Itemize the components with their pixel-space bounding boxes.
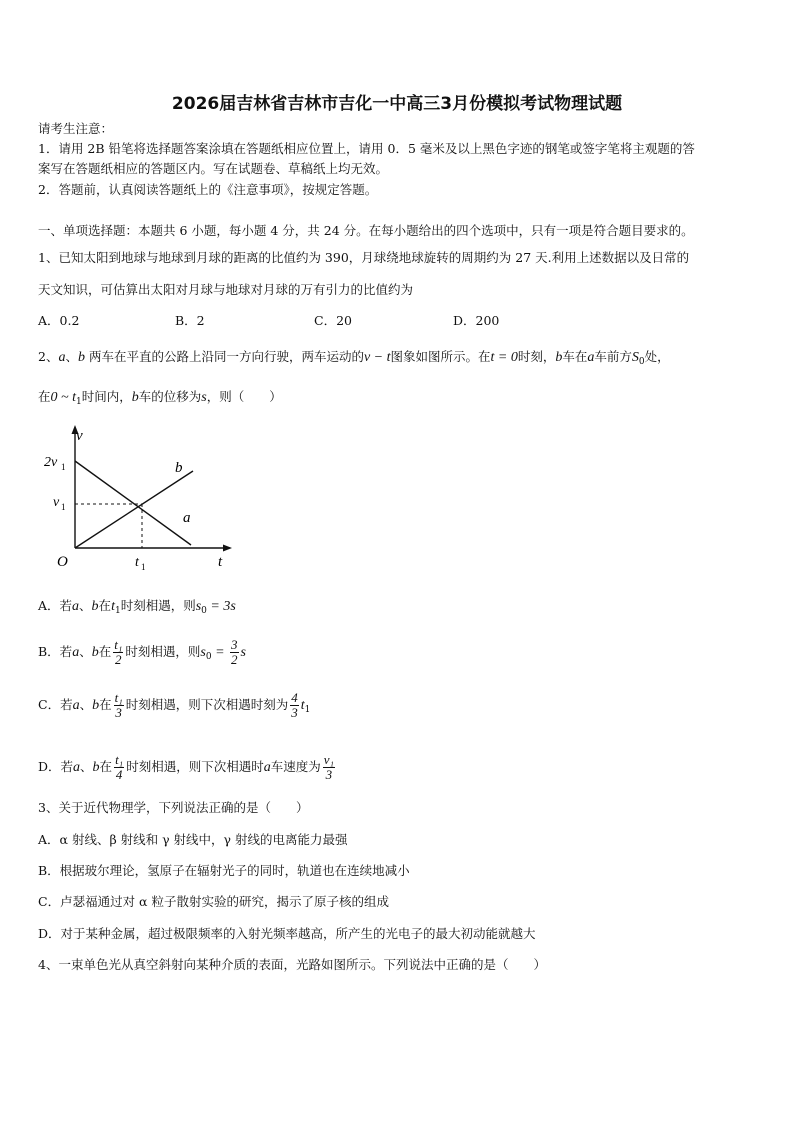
- q3-option-b: B．根据玻尔理论，氢原子在辐射光子的同时，轨道也在连续地减小: [38, 863, 410, 878]
- label-line-a: a: [183, 510, 191, 526]
- q2-option-c: C．若a、b在 $\frac{\text{t₁}}{3}$ 时刻相遇，则下次相遇时刻为 $\frac{4}{3}$ $t_1$: [38, 690, 311, 720]
- tick-v1: v: [53, 495, 60, 510]
- q3-option-d: D．对于某种金属，超过极限频率的入射光频率越高，所产生的光电子的最大初动能就越大: [38, 926, 536, 941]
- notice-item-2: 2．答题前，认真阅读答题纸上的《注意事项》，按规定答题。: [38, 182, 378, 197]
- notice-item-1-line-2: 案写在答题纸相应的答题区内。写在试题卷、草稿纸上均无效。: [38, 161, 389, 176]
- q2-option-d: D．若a、b在 $\frac{\text{t₁}}{4}$ 时刻相遇，则下次相遇时a车速度为 $\frac{\text{v₁}}{3}$: [38, 752, 335, 782]
- q2-option-a: A．若a、b在$t_1$时刻相遇，则$s_0 = 3s$: [38, 598, 236, 616]
- q2-stem-line-1: 2、a、b 两车在平直的公路上沿同一方向行驶，两车运动的v − t图象如图所示。在t = 0时刻，b车在a车前方$S_0$处，: [38, 349, 670, 367]
- tick-v1-sub: 1: [61, 502, 66, 512]
- q1-option-b: B．2: [175, 313, 205, 328]
- q1-stem-line-2: 天文知识，可估算出太阳对月球与地球对月球的万有引力的比值约为: [38, 282, 414, 297]
- notice-heading: 请考生注意：: [38, 121, 114, 136]
- notice-item-1-line-1: 1．请用 2B 铅笔将选择题答案涂填在答题纸相应位置上，请用 0．5 毫米及以上黑色字迹的钢笔或签字笔将主观题的答: [38, 141, 695, 156]
- line-a: [75, 461, 191, 545]
- q2-stem-line-2: 在0 ~ $t_1$时间内，b车的位移为s，则（ ）: [38, 389, 282, 407]
- tick-t1-sub: 1: [141, 562, 146, 572]
- axis-t-label: t: [218, 554, 223, 570]
- q3-stem: 3、关于近代物理学，下列说法正确的是（ ）: [38, 800, 309, 815]
- label-line-b: b: [175, 460, 183, 476]
- origin-label: O: [57, 554, 68, 570]
- q1-options: [38, 313, 499, 329]
- q2-option-b: B．若a、b在 $\frac{\text{t₁}}{2}$ 时刻相遇，则$s_0$ = $\frac{3}{2}$ s: [38, 637, 246, 667]
- q1-option-d: D．200: [453, 313, 500, 328]
- tick-t1: t: [135, 555, 139, 570]
- t-axis-arrow: [223, 545, 232, 552]
- axis-v-label: v: [76, 428, 83, 444]
- vt-graph: [40, 420, 240, 575]
- q3-option-c: C．卢瑟福通过对 α 粒子散射实验的研究，揭示了原子核的组成: [38, 894, 389, 909]
- line-b: [75, 471, 193, 548]
- q1-option-a: A．0.2: [38, 313, 80, 328]
- q1-stem-line-1: 1、已知太阳到地球与地球到月球的距离的比值约为 390，月球绕地球旋转的周期约为 27 天.利用上述数据以及日常的: [38, 250, 690, 265]
- q4-stem: 4、一束单色光从真空斜射向某种介质的表面，光路如图所示。下列说法中正确的是（ ）: [38, 957, 546, 972]
- q1-option-c: C．20: [314, 313, 352, 328]
- q3-option-a: A．α 射线、β 射线和 γ 射线中，γ 射线的电离能力最强: [38, 832, 348, 847]
- section-heading: 一、单项选择题：本题共 6 小题，每小题 4 分，共 24 分。在每小题给出的四个选项中，只有一项是符合题目要求的。: [38, 223, 694, 238]
- page-title: 2026届吉林省吉林市吉化一中高三3月份模拟考试物理试题: [171, 94, 623, 114]
- tick-2v1-sub: 1: [61, 462, 66, 472]
- tick-2v1: 2v: [44, 455, 58, 470]
